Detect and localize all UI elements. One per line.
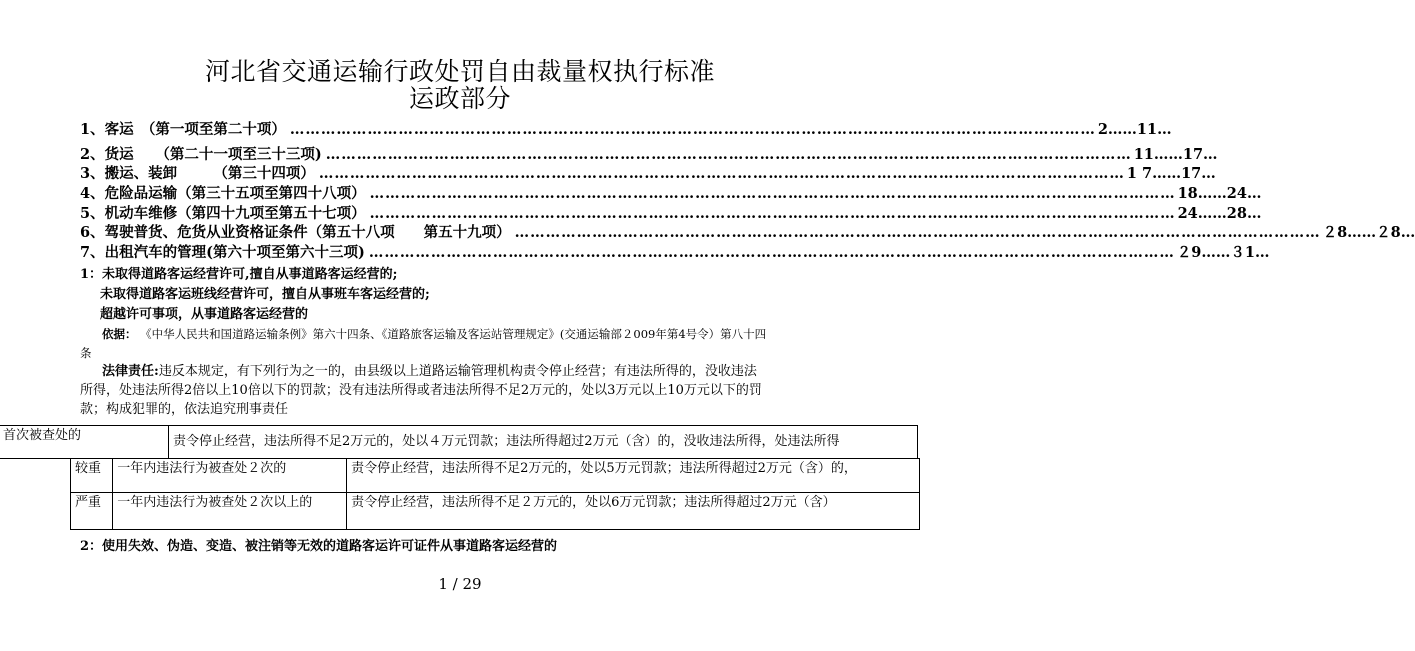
toc-entry (80, 121, 1172, 139)
toc-pages: 18……24… (1177, 185, 1262, 202)
basis-text: 《中华人民共和国道路运输条例》第六十四条、《道路旅客运输及客运站管理规定》(交通运输部２009年第4号令）第八十四 (140, 327, 767, 341)
item1-heading: 1：未取得道路客运经营许可,擅自从事道路客运经营的; (80, 267, 398, 282)
basis-continuation: 条 (80, 346, 92, 360)
toc-pages: ２9……３1… (1176, 244, 1270, 261)
toc-entry (80, 244, 1270, 262)
liability-line-1 (102, 363, 757, 381)
toc-pages: 11……17… (1133, 146, 1218, 163)
penalty-cell: 责令停止经营，违法所得不足2万元的，处以5万元罚款；违法所得超过2万元（含）的， (347, 459, 920, 493)
grade-cell: 严重 (71, 493, 113, 530)
liability-line-3: 款；构成犯罪的，依法追究刑事责任 (80, 402, 289, 417)
toc-pages: 2……11… (1097, 121, 1172, 138)
liability-text-1: 违反本规定，有下列行为之一的，由县级以上道路运输管理机构责令停止经营；有违法所得的，没收违法 (158, 364, 757, 379)
toc-label: 2、货运 （第二十一项至三十三项) (80, 146, 322, 163)
condition-cell: 一年内违法行为被查处２次以上的 (113, 493, 347, 530)
toc-leader: ………………………………………………………………………………………………………………………………………… (369, 185, 1176, 202)
toc-leader: ………………………………………………………………………………………………………………………………………… (325, 146, 1132, 163)
basis-label: 依据： (102, 327, 137, 341)
penalty-table (0, 425, 918, 459)
liability-label: 法律责任: (102, 364, 159, 379)
condition-cell: 首次被查处的 (0, 426, 169, 459)
toc-pages: 1 7……17… (1126, 165, 1216, 182)
item1-line3: 超越许可事项，从事道路客运经营的 (100, 307, 309, 322)
toc-entry (80, 146, 1218, 164)
penalty-table-graded (70, 458, 920, 530)
toc-label: 1、客运 （第一项至第二十项） (80, 121, 286, 138)
liability-line-2: 所得，处违法所得2倍以上10倍以下的罚款；没有违法所得或者违法所得不足2万元的，处以3万元以上10万元以下的罚 (80, 383, 762, 398)
toc-entry (80, 185, 1262, 203)
penalty-cell: 责令停止经营，违法所得不足2万元的，处以４万元罚款；违法所得超过2万元（含）的，没收违法所得，处违法所得 (169, 426, 918, 459)
toc-leader: ………………………………………………………………………………………………………………………………………… (368, 244, 1175, 261)
page-number: 1 / 29 (438, 575, 482, 593)
table-row (0, 426, 918, 459)
toc-pages: ２8……２8… (1322, 224, 1415, 241)
toc-label: 3、搬运、装卸 （第三十四项） (80, 165, 315, 182)
item2-heading: 2：使用失效、伪造、变造、被注销等无效的道路客运许可证件从事道路客运经营的 (80, 539, 558, 554)
item1-line2: 未取得道路客运班线经营许可，擅自从事班车客运经营的; (100, 287, 430, 302)
toc-leader: ………………………………………………………………………………………………………………………………………… (514, 224, 1321, 241)
toc-label: 7、出租汽车的管理(第六十项至第六十三项) (80, 244, 365, 261)
table-row (71, 493, 920, 530)
document-title: 河北省交通运输行政处罚自由裁量权执行标准 (204, 57, 715, 86)
basis-line (102, 325, 766, 343)
toc-leader: ………………………………………………………………………………………………………………………………………… (318, 165, 1125, 182)
grade-cell: 较重 (71, 459, 113, 493)
penalty-cell: 责令停止经营，违法所得不足２万元的，处以6万元罚款；违法所得超过2万元（含） (347, 493, 920, 530)
document-subtitle: 运政部分 (408, 84, 511, 113)
toc-entry (80, 165, 1216, 183)
table-row (71, 459, 920, 493)
toc-leader: ………………………………………………………………………………………………………………………………………… (369, 205, 1176, 222)
toc-label: 4、危险品运输（第三十五项至第四十八项） (80, 185, 366, 202)
toc-pages: 24……28… (1177, 205, 1262, 222)
toc-entry (80, 205, 1262, 223)
condition-cell: 一年内违法行为被查处２次的 (113, 459, 347, 493)
toc-leader: ………………………………………………………………………………………………………………………………………… (289, 121, 1096, 138)
toc-label: 6、驾驶普货、危货从业资格证条件（第五十八项 第五十九项） (80, 224, 511, 241)
toc-label: 5、机动车维修（第四十九项至第五十七项） (80, 205, 366, 222)
toc-entry (80, 224, 1415, 242)
